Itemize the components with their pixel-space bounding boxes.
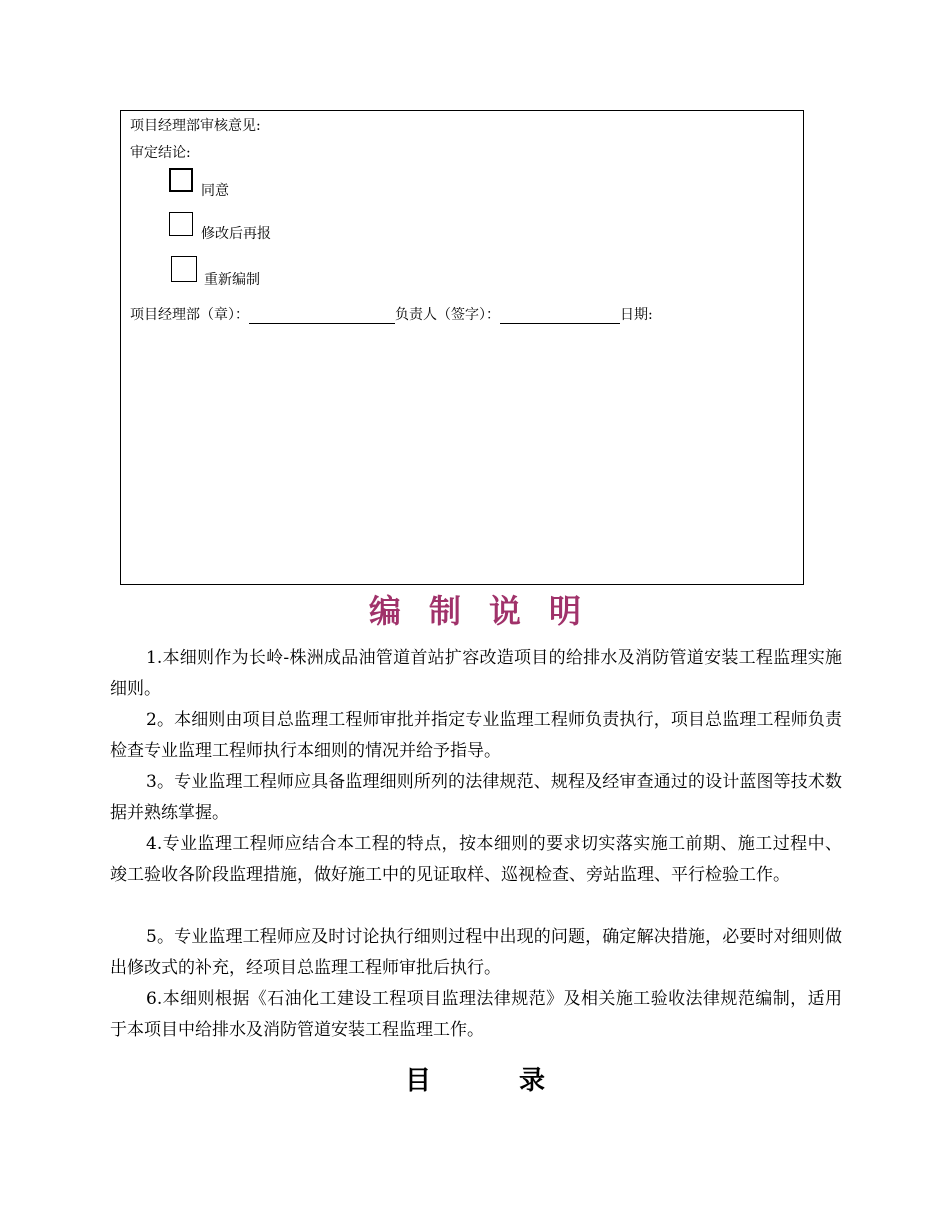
checkbox-agree[interactable] [169, 168, 193, 192]
review-heading: 项目经理部审核意见: [130, 118, 261, 134]
conclusion-label: 审定结论: [130, 145, 191, 161]
paragraph-4: 4.专业监理工程师应结合本工程的特点，按本细则的要求切实落实施工前期、施工过程中、竣工验收各阶段监理措施，做好施工中的见证取样、巡视检查、旁站监理、平行检验工作。 [110, 834, 842, 885]
review-box [120, 110, 804, 585]
signature-row [130, 304, 653, 324]
date-label: 日期: [620, 307, 653, 323]
option-agree-label: 同意 [201, 183, 229, 199]
person-sign-field[interactable] [500, 309, 620, 324]
paragraph-2: 2。本细则由项目总监理工程师审批并指定专业监理工程师负责执行，项目总监理工程师负责检查专业监理工程师执行本细则的情况并给予指导。 [110, 710, 842, 761]
toc-title: 目录 [404, 1066, 633, 1096]
paragraph-1: 1.本细则作为长岭-株洲成品油管道首站扩容改造项目的给排水及消防管道安装工程监理实施细则。 [110, 648, 842, 699]
paragraph-6: 6.本细则根据《石油化工建设工程项目监理法律规范》及相关施工验收法律规范编制，适用于本项目中给排水及消防管道安装工程监理工作。 [110, 989, 842, 1040]
option-recompile-label: 重新编制 [204, 272, 260, 288]
person-sign-label: 负责人（签字）： [395, 307, 500, 323]
dept-seal-label: 项目经理部（章）： [130, 307, 249, 323]
dept-seal-field[interactable] [249, 309, 395, 324]
checkbox-recompile[interactable] [171, 256, 197, 282]
paragraph-5: 5。专业监理工程师应及时讨论执行细则过程中出现的问题，确定解决措施，必要时对细则做出修改式的补充，经项目总监理工程师审批后执行。 [110, 927, 842, 978]
option-revise-label: 修改后再报 [201, 226, 271, 242]
checkbox-revise[interactable] [169, 212, 193, 236]
paragraph-3: 3。专业监理工程师应具备监理细则所列的法律规范、规程及经审查通过的设计蓝图等技术数据并熟练掌握。 [110, 772, 842, 823]
section-title: 编制说明 [368, 592, 609, 630]
